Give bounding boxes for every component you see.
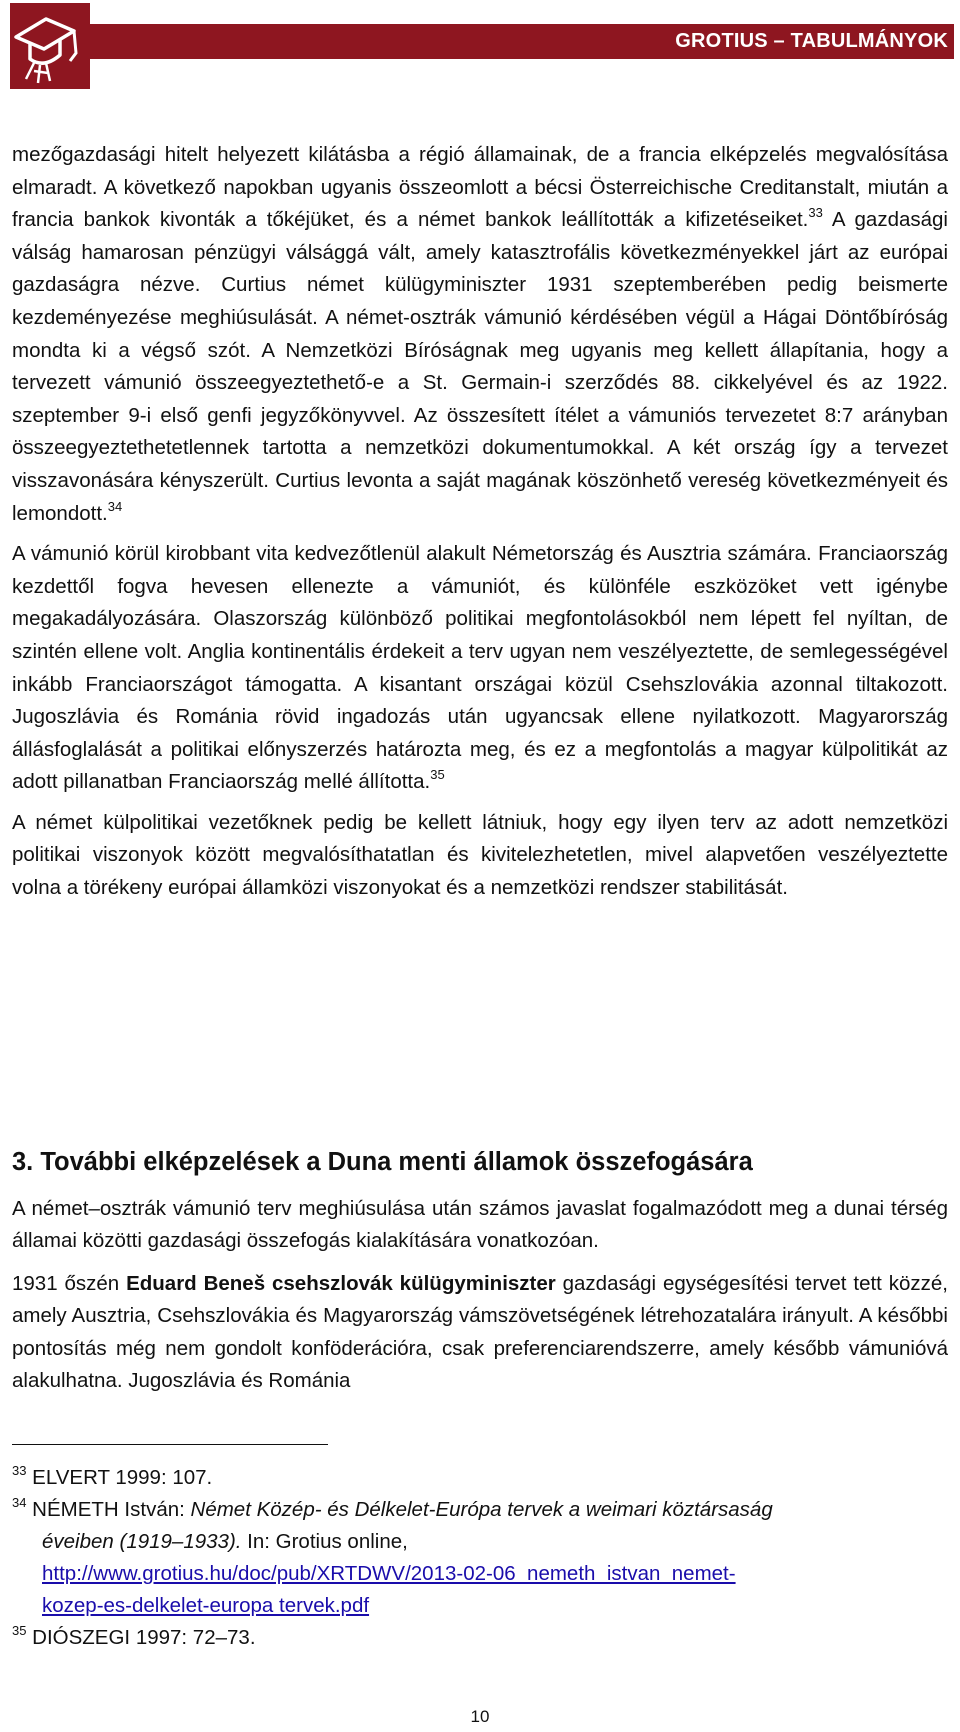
footnote-34-title-cont: éveiben (1919–1933). [42, 1530, 242, 1553]
paragraph-3: A német külpolitikai vezetőknek pedig be kellett látniuk, hogy egy ilyen terv az adott nemzetközi politikai viszonyok között megvalósíthatatlan és kivitelezhetetlen, mivel alapvetően veszélyeztette volna a törékeny európai államközi viszonyokat és a nemzetközi rendszer stabilitását. [12, 810, 948, 900]
footnote-33 [12, 1462, 212, 1494]
footnote-34-line-2 [12, 1526, 408, 1558]
footnote-separator [12, 1444, 328, 1445]
footnote-34-author: NÉMETH István: [32, 1498, 191, 1521]
page-number: 10 [470, 1707, 490, 1726]
page-header [10, 3, 954, 89]
footnote-ref-33[interactable]: 33 [808, 205, 823, 221]
paragraph-2 [12, 538, 948, 799]
footnote-35-text: DIÓSZEGI 1997: 72–73. [26, 1626, 256, 1649]
section-paragraph-2-bold: Eduard Beneš csehszlovák külügyminiszter [126, 1271, 556, 1295]
section-paragraph-2-pre: 1931 őszén [12, 1271, 127, 1295]
footnote-ref-35[interactable]: 35 [430, 767, 445, 783]
section-paragraph-1: A német–osztrák vámunió terv meghiúsulása után számos javaslat fogalmazódott meg a dunai térség államai közötti gazdasági összefogás kialakítására vonatkozóan. [12, 1197, 948, 1253]
paragraph-1-part-b: A gazdasági válság hamarosan pénzügyi válsággá vált, amely katasztrofális következményekkel járt az európai gazdaságra nézve. Curtius német külügyminiszter 1931 szeptemberében pedig beismerte kezdeményezése meghiúsulását. A német-osztrák vámunió kérdésében végül a Hágai Döntőbíróság mondta ki a végső szót. A Nemzetközi Bíróságnak meg ugyanis meg kellett állapítania, hogy a tervezett vámunió összeegyeztethető-e a St. Germain-i szerződés 88. cikkelyével és az 1922. szeptember 9-i első genfi jegyzőkönyvvel. Az összesített ítélet a vámuniós tervezetet 8:7 arányban összeegyeztethetetlennek tartotta a nemzetközi dokumentumokkal. A két ország így a tervezet visszavonására kényszerült. Curtius levonta a saját magának köszönhető vereség következményeit és lemondott. [12, 208, 948, 525]
section-heading: 3. További elképzelések a Duna menti államok összefogására [12, 1148, 753, 1176]
footnote-34-link[interactable]: http://www.grotius.hu/doc/pub/XRTDWV/2013-02-06_nemeth_istvan_nemet- [42, 1562, 736, 1585]
footnote-34-line-4 [12, 1590, 369, 1622]
footnote-35-number: 35 [12, 1623, 27, 1638]
footnote-35 [12, 1622, 256, 1654]
footnote-ref-34[interactable]: 34 [107, 498, 123, 514]
footnote-34-number: 34 [12, 1495, 27, 1510]
footnote-33-number: 33 [12, 1463, 27, 1478]
footnote-34-link-cont[interactable]: kozep-es-delkelet-europa tervek.pdf [42, 1594, 370, 1617]
mortarboard-icon [10, 3, 90, 89]
footnote-34-title: Német Közép- és Délkelet-Európa tervek a weimari köztársaság [190, 1498, 773, 1521]
footnote-34 [12, 1494, 773, 1526]
grotius-logo [10, 3, 90, 89]
footnote-33-text: ELVERT 1999: 107. [26, 1466, 213, 1489]
section-paragraph-2-post: gazdasági egységesítési tervet tett közzé, amely Ausztria, Csehszlovákia és Magyarország vámszövetségének létrehozatalára irányult. A későbbi pontosítás még nem gondolt konföderációra, csak preferenciarendszerre, amely később vámunióvá alakulhatna. Jugoszlávia és Románia [12, 1271, 948, 1393]
paragraph-1 [12, 139, 948, 530]
section-paragraph-2 [12, 1268, 948, 1398]
footnote-34-line-3 [12, 1558, 736, 1590]
section-body [12, 1193, 948, 1397]
footnote-34-source: In: Grotius online, [241, 1530, 408, 1553]
paragraph-2-text: A vámunió körül kirobbant vita kedvezőtlenül alakult Németország és Ausztria számára. Franciaország kezdettől fogva hevesen ellenezte a vámuniót, és különféle eszközöket vett igénybe megakadályozására. Olaszország különböző politikai megfontolásokból nem lépett fel nyíltan, de szintén ellene volt. Anglia kontinentális érdekeit a terv ugyan nem veszélyeztette, de semlegességével inkább Franciaországot támogatta. A kisantant országai közül Csehszlovákia azonnal tiltakozott. Jugoszlávia és Románia rövid ingadozás után ugyancsak ellene nyilatkozott. Magyarország állásfoglalását a politikai előnyszerzés határozta meg, és ez a megfontolás a magyar külpolitikát az adott pillanatban Franciaország mellé állította. [12, 542, 948, 794]
paragraph-1-part-a: mezőgazdasági hitelt helyezett kilátásba a régió államainak, de a francia elképzelés megvalósítása elmaradt. A következő napokban ugyanis összeomlott a bécsi Österreichische Creditanstalt, miután a francia bankok kivonták a tőkéjüket, és a német bankok leállították a kifizetéseiket. [12, 143, 948, 232]
body-text [12, 139, 948, 905]
header-title: GROTIUS – TABULMÁNYOK [90, 24, 954, 59]
